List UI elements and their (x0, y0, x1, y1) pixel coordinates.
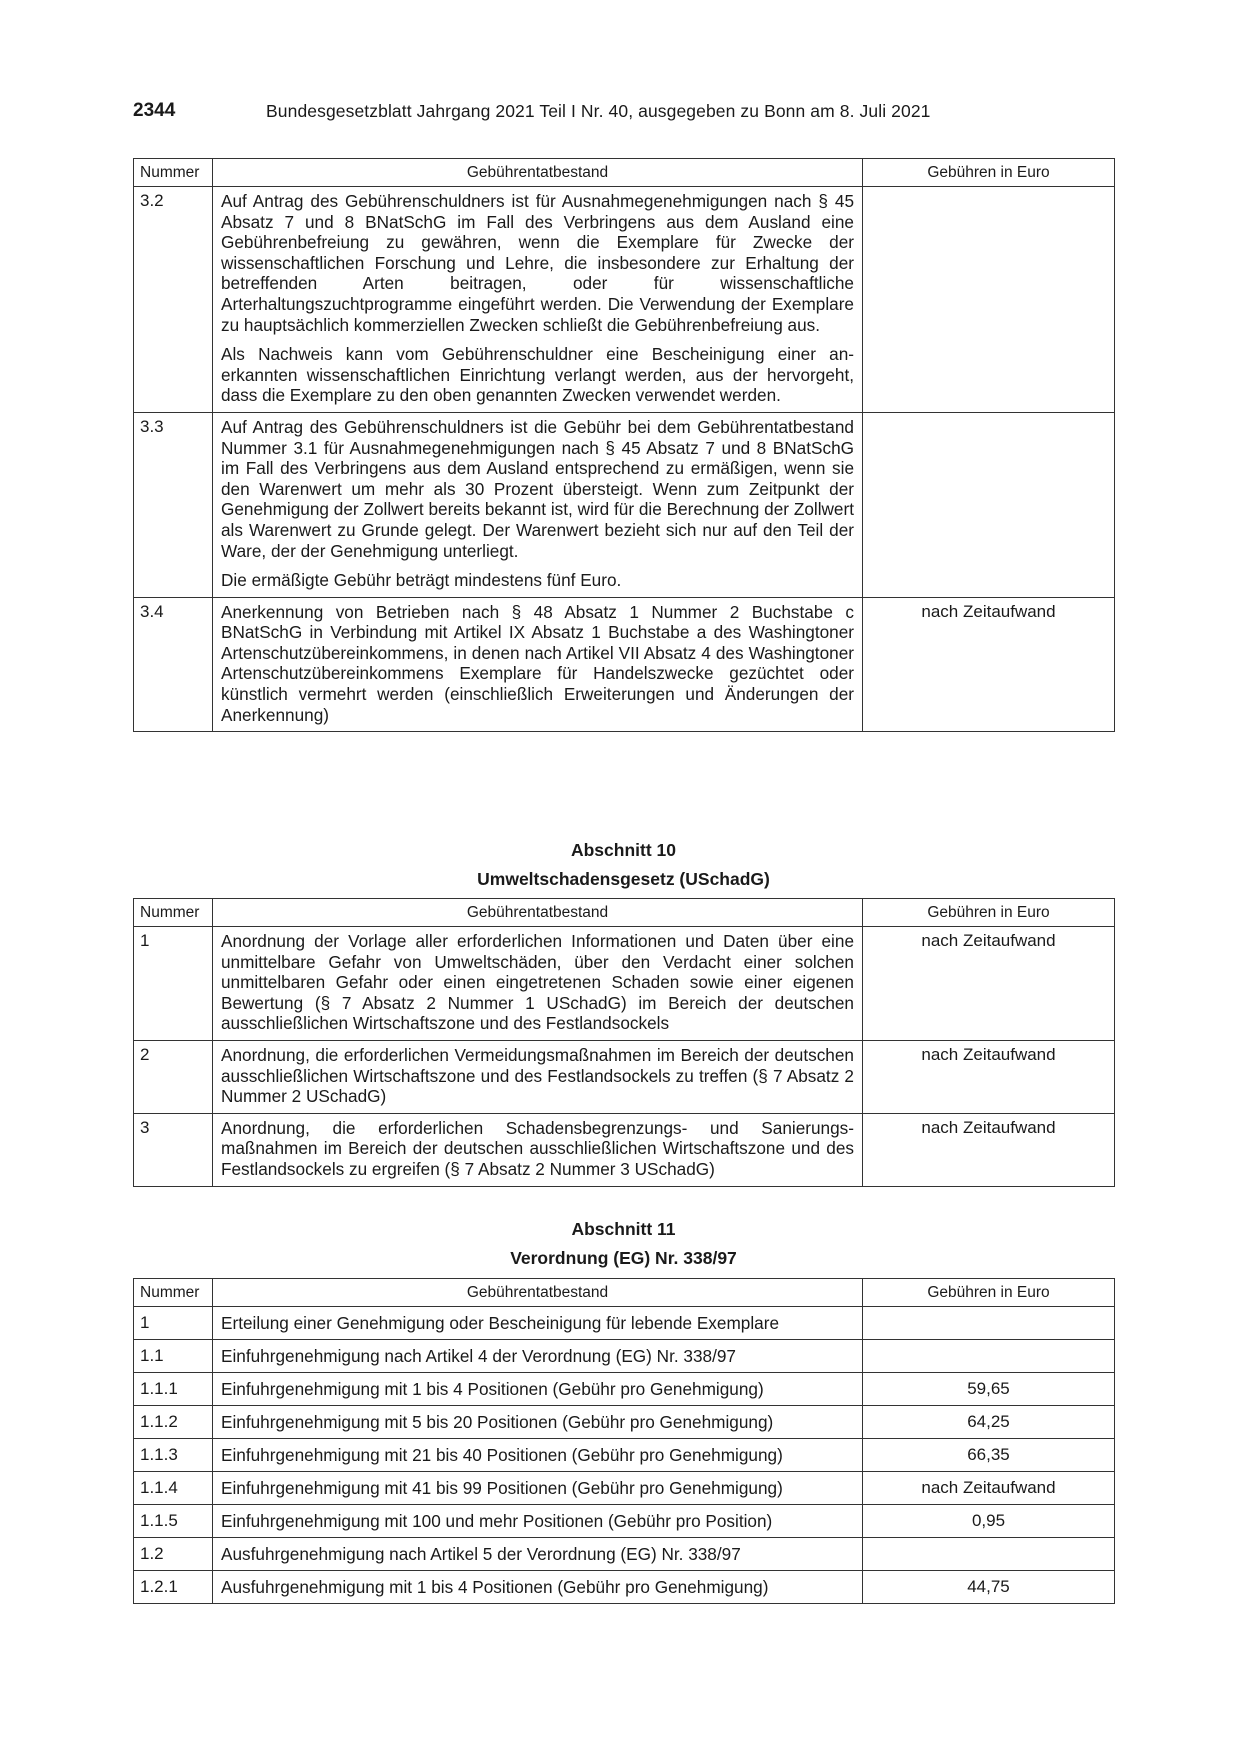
row-number: 1 (134, 1307, 213, 1340)
row-fee: 0,95 (863, 1505, 1115, 1538)
description-paragraph: Auf Antrag des Gebührenschuldners ist für Ausnahmegenehmigungen nach § 45 Absatz 7 und 8 BNatSchG im Fall des Verbringens aus dem Ausland eine Gebührenbefreiung zu gewähren, wenn die Exemplare für Zwecke der wissenschaftlichen Forschung und Lehre, die insbesondere zur Erhaltung der betreffenden Arten beitragen, oder für wissenschaftliche Arterhaltungszuchtprogramme eingeführt werden. Die Verwendung der Exemplare zu hauptsächlich kommerziellen Zwecken schließt die Gebührenbefreiung aus. (221, 191, 854, 335)
row-number: 1.1.1 (134, 1373, 213, 1406)
table-row (134, 1505, 1115, 1538)
row-description: Einfuhrgenehmigung mit 21 bis 40 Positionen (Gebühr pro Genehmigung) (213, 1439, 863, 1472)
row-fee: nach Zeitaufwand (863, 1113, 1115, 1186)
section-11-heading: Abschnitt 11 (571, 1219, 676, 1239)
table-row (134, 597, 1115, 732)
row-fee: nach Zeitaufwand (863, 597, 1115, 732)
row-number: 1.1.4 (134, 1472, 213, 1505)
section-10-heading: Abschnitt 10 (570, 840, 677, 860)
page-number: 2344 (133, 100, 176, 121)
row-fee: 59,65 (863, 1373, 1115, 1406)
page-header (133, 100, 1113, 128)
row-description: Anordnung der Vorlage aller erforderlichen Informationen und Daten über eine unmittelbare Gefahr von Umweltschäden, über den Verdacht einer solchen unmittelbaren Gefahr oder einen eingetretenen Schaden sowie einer eigenen Bewertung (§ 7 Absatz 2 Nummer 1 USchadG) im Bereich der deutschen ausschließlichen Wirtschaftszone und des Festlandsockels (213, 927, 863, 1041)
row-fee (863, 1340, 1115, 1373)
row-fee: nach Zeitaufwand (863, 927, 1115, 1041)
row-number: 3.3 (134, 412, 213, 597)
column-header-fee: Gebühren in Euro (863, 899, 1115, 927)
column-header-description: Gebührentatbestand (213, 159, 863, 187)
row-description: Einfuhrgenehmigung mit 5 bis 20 Positionen (Gebühr pro Genehmigung) (213, 1406, 863, 1439)
description-paragraph: Als Nachweis kann vom Gebührenschuldner eine Bescheinigung einer anerkannten wissenschaftlichen Einrichtung verlangt werden, aus der hervorgeht, dass die Exemplare zu den oben genannten Zwecken verwendet werden. (221, 344, 854, 406)
row-number: 1.2.1 (134, 1571, 213, 1604)
running-title: Bundesgesetzblatt Jahrgang 2021 Teil I Nr. 40, ausgegeben zu Bonn am 8. Juli 2021 (266, 101, 931, 121)
row-description: Einfuhrgenehmigung mit 100 und mehr Positionen (Gebühr pro Position) (213, 1505, 863, 1538)
row-description: Anordnung, die erforderlichen Vermeidungsmaßnahmen im Bereich der deutschen ausschließlichen Wirtschaftszone und des Festlandsockels zu treffen (§ 7 Absatz 2 Nummer 2 USchadG) (213, 1040, 863, 1113)
table-row (134, 1373, 1115, 1406)
row-description (213, 187, 863, 413)
fee-table-section-10 (133, 898, 1115, 1187)
table-row (134, 412, 1115, 597)
row-fee (863, 1307, 1115, 1340)
table-row (134, 1571, 1115, 1604)
fee-table-section-11 (133, 1278, 1115, 1604)
row-fee (863, 412, 1115, 597)
row-fee: 66,35 (863, 1439, 1115, 1472)
table-header-row (134, 159, 1115, 187)
row-description: Erteilung einer Genehmigung oder Bescheinigung für lebende Exemplare (213, 1307, 863, 1340)
row-fee: nach Zeitaufwand (863, 1472, 1115, 1505)
row-description: Einfuhrgenehmigung mit 41 bis 99 Positionen (Gebühr pro Genehmigung) (213, 1472, 863, 1505)
row-fee (863, 187, 1115, 413)
section-10-title: Umweltschadensgesetz (USchadG) (477, 869, 770, 889)
row-description: Ausfuhrgenehmigung nach Artikel 5 der Verordnung (EG) Nr. 338/97 (213, 1538, 863, 1571)
row-number: 1.1.3 (134, 1439, 213, 1472)
fee-table-continued (133, 158, 1115, 732)
description-paragraph: Anerkennung von Betrieben nach § 48 Absatz 1 Nummer 2 Buchstabe c BNatSchG in Verbindung mit Artikel IX Absatz 1 Buchstabe a des Washingtoner Artenschutzübereinkommens, in denen nach Artikel VII Absatz 4 des Washingtoner Artenschutzübereinkommens Exemplare für Handelszwecke gezüchtet oder künstlich vermehrt werden (einschließlich Erweiterungen und Änderungen der Anerkennung) (221, 601, 854, 725)
row-fee: 44,75 (863, 1571, 1115, 1604)
table-row (134, 187, 1115, 413)
row-number: 3.4 (134, 597, 213, 732)
row-description (213, 597, 863, 732)
row-number: 3 (134, 1113, 213, 1186)
row-description: Einfuhrgenehmigung nach Artikel 4 der Verordnung (EG) Nr. 338/97 (213, 1340, 863, 1373)
row-number: 1.1.2 (134, 1406, 213, 1439)
table-row (134, 1472, 1115, 1505)
table-row (134, 1406, 1115, 1439)
row-number: 1.1.5 (134, 1505, 213, 1538)
column-header-number: Nummer (134, 159, 213, 187)
table-row (134, 1307, 1115, 1340)
row-description: Anordnung, die erforderlichen Schadensbegrenzungs- und Sanierungsmaßnahmen im Bereich der deutschen ausschließlichen Wirtschaftszone und des Festlandsockels zu ergreifen (§ 7 Absatz 2 Nummer 3 USchadG) (213, 1113, 863, 1186)
description-paragraph: Auf Antrag des Gebührenschuldners ist die Gebühr bei dem Gebührentatbestand Nummer 3.1 für Ausnahmegenehmigungen nach § 45 Absatz 7 und 8 BNatSchG im Fall des Verbringens aus dem Ausland entsprechend zu ermäßigen, wenn sie den Warenwert um mehr als 30 Prozent übersteigt. Wenn zum Zeitpunkt der Genehmigung der Zollwert bereits bekannt ist, wird für die Berechnung der Zollwert als Warenwert zu Grunde gelegt. Der Warenwert bezieht sich nur auf den Teil der Ware, der der Genehmigung unterliegt. (221, 416, 854, 561)
row-fee (863, 1538, 1115, 1571)
row-number: 1.2 (134, 1538, 213, 1571)
row-description: Einfuhrgenehmigung mit 1 bis 4 Positionen (Gebühr pro Genehmigung) (213, 1373, 863, 1406)
column-header-fee: Gebühren in Euro (863, 1279, 1115, 1307)
table-header-row (134, 1279, 1115, 1307)
row-number: 3.2 (134, 187, 213, 413)
column-header-fee: Gebühren in Euro (863, 159, 1115, 187)
row-number: 1 (134, 927, 213, 1041)
row-description (213, 412, 863, 597)
table-row (134, 927, 1115, 1041)
table-row (134, 1040, 1115, 1113)
column-header-description: Gebührentatbestand (213, 899, 863, 927)
table-row (134, 1439, 1115, 1472)
row-description: Ausfuhrgenehmigung mit 1 bis 4 Positionen (Gebühr pro Genehmigung) (213, 1571, 863, 1604)
row-fee: nach Zeitaufwand (863, 1040, 1115, 1113)
table-row (134, 1340, 1115, 1373)
row-number: 1.1 (134, 1340, 213, 1373)
row-number: 2 (134, 1040, 213, 1113)
table-header-row (134, 899, 1115, 927)
description-paragraph: Die ermäßigte Gebühr beträgt mindestens fünf Euro. (221, 570, 622, 591)
row-fee: 64,25 (863, 1406, 1115, 1439)
table-row (134, 1538, 1115, 1571)
column-header-description: Gebührentatbestand (213, 1279, 863, 1307)
column-header-number: Nummer (134, 899, 213, 927)
table-row (134, 1113, 1115, 1186)
column-header-number: Nummer (134, 1279, 213, 1307)
section-11-title: Verordnung (EG) Nr. 338/97 (510, 1248, 737, 1268)
